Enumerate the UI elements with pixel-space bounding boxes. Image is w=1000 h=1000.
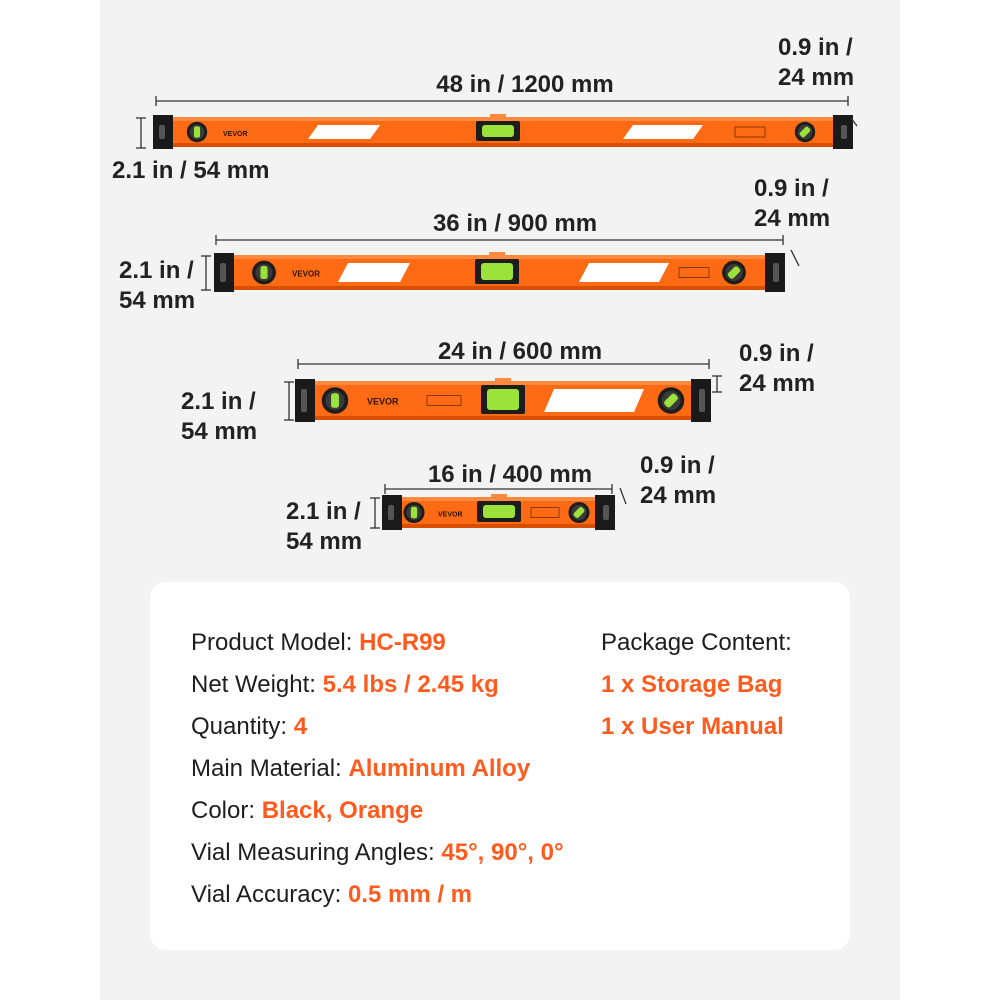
spec-net-weight [191, 670, 499, 700]
level-24-depth-line1: 0.9 in / [739, 340, 814, 367]
level-48-brand-logo: VEVOR [223, 131, 248, 138]
level-48-hand-hole-2 [623, 125, 703, 139]
level-16-vertical-vial [411, 507, 417, 519]
spec-value: 0.5 mm / m [347, 881, 473, 908]
package-content-title: Package Content: [601, 629, 792, 656]
level-24-end-cap-left-grip [301, 389, 307, 412]
level-24-center-vial [487, 389, 519, 410]
level-24-height-line2: 54 mm [181, 418, 258, 445]
level-48-height-label: 2.1 in / 54 mm [112, 157, 270, 184]
level-16-end-cap-right-grip [603, 505, 609, 520]
level-24-depth-line2: 24 mm [739, 370, 816, 397]
level-48-hand-hole-1 [308, 125, 380, 139]
level-36-hand-hole-1 [338, 263, 410, 282]
package-item-storage-bag: 1 x Storage Bag [601, 671, 783, 698]
level-36-end-cap-right-grip [773, 263, 779, 282]
level-36-length-label: 36 in / 900 mm [432, 210, 598, 237]
specifications-card [150, 582, 850, 950]
level-24-length-label: 24 in / 600 mm [437, 338, 603, 365]
level-48-vertical-vial [194, 126, 200, 137]
level-16-brand-logo: VEVOR [438, 511, 463, 519]
level-36-height-line1: 2.1 in / [119, 257, 194, 284]
level-36-center-vial-window [489, 252, 505, 256]
spec-label: Color: [191, 797, 262, 824]
spec-product-model [191, 628, 446, 658]
level-16-bottom-edge [382, 524, 615, 528]
level-16-depth-line2: 24 mm [640, 482, 717, 509]
spec-label: Vial Measuring Angles: [191, 839, 442, 866]
level-48-center-vial-window [490, 114, 506, 118]
level-24-brand-logo: VEVOR [367, 396, 399, 407]
spec-label: Quantity: [191, 713, 294, 740]
level-36-depth-line1: 0.9 in / [754, 175, 829, 202]
spec-color [191, 796, 423, 826]
spec-label: Product Model: [191, 629, 360, 656]
level-48-end-cap-left-grip [159, 125, 165, 139]
spec-main-material [191, 754, 530, 784]
level-48-center-vial [482, 125, 514, 137]
level-24-bottom-edge [295, 416, 711, 420]
spec-label: Main Material: [191, 755, 349, 782]
level-36-bottom-edge [214, 286, 785, 290]
spec-value: 45°, 90°, 0° [441, 839, 564, 866]
spec-value: 4 [293, 713, 308, 740]
level-24-height-line1: 2.1 in / [181, 388, 256, 415]
package-item-user-manual: 1 x User Manual [601, 713, 784, 740]
level-48-bottom-edge [153, 143, 853, 147]
spec-label: Net Weight: [191, 671, 323, 698]
level-16-center-vial [483, 505, 515, 518]
level-16-depth-dim [620, 488, 626, 504]
level-16-length-label: 16 in / 400 mm [427, 461, 593, 488]
spec-vial-angles [191, 838, 564, 868]
level-36-depth-line2: 24 mm [754, 205, 831, 232]
level-36-end-cap-left-grip [220, 263, 226, 282]
level-16-height-line2: 54 mm [286, 528, 363, 555]
level-24-vertical-vial [331, 393, 339, 408]
level-36-hand-hole-2 [579, 263, 669, 282]
level-36-vertical-vial [260, 266, 267, 279]
level-24-center-vial-window [495, 378, 511, 382]
level-48-depth-line2: 24 mm [778, 64, 855, 91]
spec-value: Black, Orange [261, 797, 424, 824]
spec-quantity [191, 712, 307, 742]
level-36-height-line2: 54 mm [119, 287, 196, 314]
spec-value: 5.4 lbs / 2.45 kg [322, 671, 499, 698]
level-36-center-vial [481, 263, 513, 280]
level-48-end-cap-right-grip [841, 125, 847, 139]
spec-value: HC-R99 [359, 629, 446, 656]
level-24-hand-hole-1 [544, 389, 644, 412]
level-36-brand-logo: VEVOR [292, 269, 321, 279]
level-48-depth-line1: 0.9 in / [778, 34, 853, 61]
level-48-length-label: 48 in / 1200 mm [436, 71, 614, 98]
level-16-end-cap-left-grip [388, 505, 394, 520]
spec-label: Vial Accuracy: [191, 881, 348, 908]
level-16-depth-line1: 0.9 in / [640, 452, 715, 479]
level-16-center-vial-window [491, 494, 507, 498]
level-24-end-cap-right-grip [699, 389, 705, 412]
level-36-depth-dim [791, 250, 799, 266]
spec-value: Aluminum Alloy [348, 755, 531, 782]
level-16-height-line1: 2.1 in / [286, 498, 361, 525]
spec-vial-accuracy [191, 880, 472, 910]
